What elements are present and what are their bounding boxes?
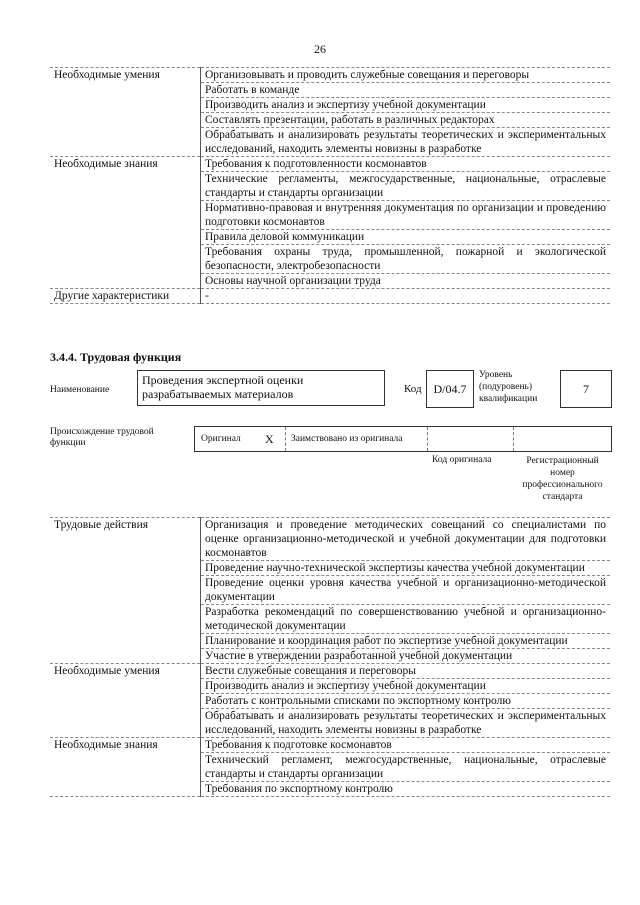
table-row xyxy=(50,709,610,738)
table-row xyxy=(50,128,610,157)
row-label xyxy=(50,201,201,230)
row-label: Необходимые умения xyxy=(50,664,201,679)
row-text: Требования по экспортному контролю xyxy=(201,782,611,797)
row-label xyxy=(50,679,201,694)
row-label: Необходимые знания xyxy=(50,157,201,172)
table-row xyxy=(50,289,610,304)
table-row xyxy=(50,157,610,172)
row-text: Производить анализ и экспертизу учебной документации xyxy=(201,98,611,113)
row-label: Необходимые знания xyxy=(50,738,201,753)
row-label: Необходимые умения xyxy=(50,68,201,83)
table-row xyxy=(50,576,610,605)
table-row xyxy=(50,605,610,634)
row-label xyxy=(50,172,201,201)
level-value: 7 xyxy=(583,382,589,396)
table-row xyxy=(50,634,610,649)
original-label: Оригинал xyxy=(201,434,241,444)
section-title: 3.4.4. Трудовая функция xyxy=(50,350,182,364)
table-row xyxy=(50,230,610,245)
table-row xyxy=(50,649,610,664)
row-label xyxy=(50,245,201,274)
row-text: Правила деловой коммуникации xyxy=(201,230,611,245)
row-label xyxy=(50,605,201,634)
row-text: - xyxy=(201,289,611,304)
table-row xyxy=(50,679,610,694)
original-mark: X xyxy=(265,432,274,446)
row-text: Требования охраны труда, промышленной, пожарной и экологической безопасности, электробезопасности xyxy=(201,245,611,274)
table-row xyxy=(50,782,610,797)
top-requirements-table xyxy=(50,67,610,304)
table-row xyxy=(50,83,610,98)
row-text: Работать с контрольными списками по экспортному контролю xyxy=(201,694,611,709)
row-label xyxy=(50,634,201,649)
table-row xyxy=(50,274,610,289)
code-label: Код xyxy=(404,383,422,395)
row-text: Технический регламент, межгосударственные, национальные, отраслевые стандарты и стандарты организации xyxy=(201,753,611,782)
table-row xyxy=(50,753,610,782)
row-label: Трудовые действия xyxy=(50,518,201,561)
table-row xyxy=(50,518,610,561)
row-text: Проведение научно-технической экспертизы качества учебной документации xyxy=(201,561,611,576)
row-text: Требования к подготовке космонавтов xyxy=(201,738,611,753)
function-name-box xyxy=(137,370,385,406)
row-text: Обрабатывать и анализировать результаты теоретических и экспериментальных исследований, находить элементы новизны в разработке xyxy=(201,128,611,157)
row-label xyxy=(50,709,201,738)
row-label xyxy=(50,83,201,98)
row-text: Нормативно-правовая и внутренняя документация по организации и проведению подготовки космонавтов xyxy=(201,201,611,230)
row-label xyxy=(50,274,201,289)
row-label xyxy=(50,113,201,128)
row-label xyxy=(50,576,201,605)
name-label: Наименование xyxy=(50,385,110,395)
table-row xyxy=(50,664,610,679)
row-label xyxy=(50,649,201,664)
table-row xyxy=(50,98,610,113)
level-box xyxy=(560,370,612,408)
row-label xyxy=(50,694,201,709)
row-text: Основы научной организации труда xyxy=(201,274,611,289)
table-row xyxy=(50,201,610,230)
row-text: Организация и проведение методических совещаний со специалистами по оценке организационно-методической и учебной документации для подготовки космонавтов xyxy=(201,518,611,561)
page-number: 26 xyxy=(314,42,326,56)
row-text: Организовывать и проводить служебные совещания и переговоры xyxy=(201,68,611,83)
row-text: Требования к подготовленности космонавтов xyxy=(201,157,611,172)
bottom-requirements-table xyxy=(50,517,610,797)
row-text: Разработка рекомендаций по совершенствованию учебной и организационно-методической документации xyxy=(201,605,611,634)
origin-label: Происхождение трудовой функции xyxy=(50,427,154,448)
table-row xyxy=(50,68,610,83)
row-text: Составлять презентации, работать в различных редакторах xyxy=(201,113,611,128)
row-text: Технические регламенты, межгосударственные, национальные, отраслевые стандарты и стандарты организации xyxy=(201,172,611,201)
row-text: Обрабатывать и анализировать результаты теоретических и экспериментальных исследований, находить элементы новизны в разработке xyxy=(201,709,611,738)
table-row xyxy=(50,113,610,128)
code-value: D/04.7 xyxy=(433,382,467,396)
row-text: Вести служебные совещания и переговоры xyxy=(201,664,611,679)
origin-row xyxy=(194,426,612,452)
row-label xyxy=(50,128,201,157)
row-text: Производить анализ и экспертизу учебной документации xyxy=(201,679,611,694)
code-original-label: Код оригинала xyxy=(432,455,492,465)
table-row xyxy=(50,172,610,201)
row-label xyxy=(50,230,201,245)
table-row xyxy=(50,245,610,274)
row-text: Проведение оценки уровня качества учебной и организационно-методической документации xyxy=(201,576,611,605)
row-text: Планирование и координация работ по экспертизе учебной документации xyxy=(201,634,611,649)
row-label xyxy=(50,98,201,113)
row-text: Работать в команде xyxy=(201,83,611,98)
borrowed-label: Заимствовано из оригинала xyxy=(291,434,403,444)
table-row xyxy=(50,561,610,576)
reg-number-label: Регистрационный номер профессионального стандарта xyxy=(522,456,603,502)
table-row xyxy=(50,694,610,709)
row-label xyxy=(50,561,201,576)
row-text: Участие в утверждении разработанной учебной документации xyxy=(201,649,611,664)
row-label: Другие характеристики xyxy=(50,289,201,304)
level-label: Уровень (подуровень) квалификации xyxy=(479,370,538,404)
code-box xyxy=(426,370,474,408)
table-row xyxy=(50,738,610,753)
function-name-value: Проведения экспертной оценки разрабатываемых материалов xyxy=(142,373,304,401)
row-label xyxy=(50,753,201,782)
row-label xyxy=(50,782,201,797)
